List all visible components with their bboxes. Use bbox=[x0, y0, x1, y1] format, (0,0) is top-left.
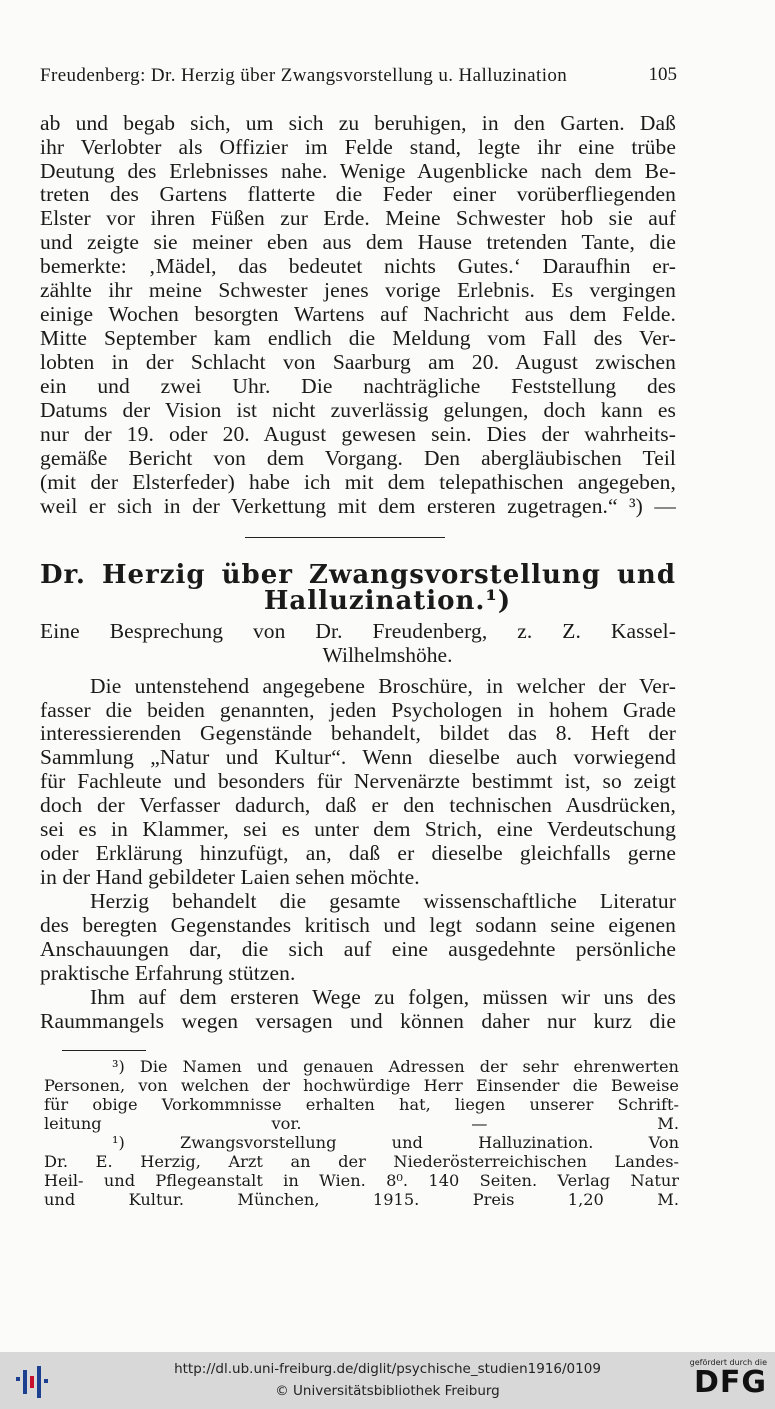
footnote-divider bbox=[62, 1050, 146, 1051]
viewer-footer bbox=[0, 1352, 775, 1409]
body-line: Elster vor ihren Füßen zur Erde. Meine Schwester hob sie auf bbox=[40, 206, 676, 230]
body-line: nur der 19. oder 20. August gewesen sein. Dies der wahrheits- bbox=[40, 422, 676, 446]
body-line: ein und zwei Uhr. Die nachträgliche Feststellung des bbox=[40, 374, 676, 398]
running-title: Freudenberg: Dr. Herzig über Zwangsvorstellung u. Halluzination bbox=[40, 65, 568, 86]
footnote-line: und Kultur. München, 1915. Preis 1,20 M. bbox=[44, 1190, 679, 1209]
page-number: 105 bbox=[648, 64, 677, 85]
body-line: gemäße Bericht von dem Vorgang. Den abergläubischen Teil bbox=[40, 446, 676, 470]
body-line: Herzig behandelt die gesamte wissenschaftliche Literatur bbox=[90, 889, 676, 913]
dfg-logo bbox=[685, 1358, 767, 1404]
article-title-continued: Halluzination.¹) bbox=[263, 586, 512, 616]
body-line: oder Erklärung hinzufügt, an, daß er dieselbe gleichfalls gerne bbox=[40, 841, 676, 865]
section-divider bbox=[245, 537, 445, 538]
body-line: doch der Verfasser dadurch, daß er den technischen Ausdrücken, bbox=[40, 793, 676, 817]
body-line: praktische Erfahrung stützen. bbox=[40, 961, 296, 985]
dfg-logo-text: DFG bbox=[693, 1365, 767, 1400]
body-line: interessierenden Gegenstände behandelt, bildet das 8. Heft der bbox=[40, 721, 676, 745]
body-line: fasser die beiden genannten, jeden Psychologen in hohem Grade bbox=[40, 698, 676, 722]
body-line: bemerkte: ‚Mädel, das bedeutet nichts Gutes.‘ Daraufhin er- bbox=[40, 254, 676, 278]
body-line: Mitte September kam endlich die Meldung vom Fall des Ver- bbox=[40, 326, 676, 350]
body-line: ihr Verlobter als Offizier im Felde stand, legte ihr eine trübe bbox=[40, 135, 676, 159]
permalink-url[interactable]: http://dl.ub.uni-freiburg.de/diglit/psychische_studien1916/0109 bbox=[174, 1361, 601, 1377]
body-line: ab und begab sich, um sich zu beruhigen, in den Garten. Daß bbox=[40, 111, 676, 135]
body-line: lobten in der Schlacht von Saarburg am 20. August zwischen bbox=[40, 350, 676, 374]
body-line: Sammlung „Natur und Kultur“. Wenn dieselbe auch vorwiegend bbox=[40, 745, 676, 769]
body-line: des beregten Gegenstandes kritisch und legt sodann seine eigenen bbox=[40, 913, 676, 937]
body-line: treten des Gartens flatterte die Feder einer vorüberfliegenden bbox=[40, 182, 676, 206]
footnote-line: Heil- und Pflegeanstalt in Wien. 8⁰. 140 Seiten. Verlag Natur bbox=[44, 1171, 679, 1190]
sponsor-caption: gefördert durch die bbox=[689, 1358, 767, 1367]
body-line: und zeigte sie meiner eben aus dem Hause tretenden Tante, die bbox=[40, 230, 676, 254]
body-line: Die untenstehend angegebene Broschüre, in welcher der Ver- bbox=[90, 674, 676, 698]
body-line: Datums der Vision ist nicht zuverlässig gelungen, doch kann es bbox=[40, 398, 676, 422]
article-byline-continued: Wilhelmshöhe. bbox=[322, 643, 453, 667]
footnote-line: ³) Die Namen und genauen Adressen der sehr ehrenwerten bbox=[112, 1057, 679, 1076]
footnote-line: leitung vor. — M. bbox=[44, 1114, 679, 1133]
footnote-line: Dr. E. Herzig, Arzt an der Niederösterreichischen Landes- bbox=[44, 1152, 679, 1171]
body-line: sei es in Klammer, sei es unter dem Strich, eine Verdeutschung bbox=[40, 817, 676, 841]
body-line: Raummangels wegen versagen und können daher nur kurz die bbox=[40, 1009, 676, 1033]
body-line: in der Hand gebildeter Laien sehen möchte. bbox=[40, 865, 420, 889]
footnote-line: für obige Vorkommnisse erhalten hat, liegen unserer Schrift- bbox=[44, 1095, 679, 1114]
body-line: zählte ihr meine Schwester jenes vorige Erlebnis. Es vergingen bbox=[40, 278, 676, 302]
footnote-line: Personen, von welchen der hochwürdige Herr Einsender die Beweise bbox=[44, 1076, 679, 1095]
body-line: weil er sich in der Verkettung mit dem ersteren zugetragen.“ ³) — bbox=[40, 494, 676, 518]
body-line: (mit der Elsterfeder) habe ich mit dem telepathischen angegeben, bbox=[40, 470, 676, 494]
article-title: Dr. Herzig über Zwangsvorstellung und bbox=[40, 560, 676, 590]
body-line: Anschauungen dar, die sich auf eine ausgedehnte persönliche bbox=[40, 937, 676, 961]
body-line: einige Wochen besorgten Wartens auf Nachricht aus dem Felde. bbox=[40, 302, 676, 326]
copyright-text: © Universitätsbibliothek Freiburg bbox=[275, 1383, 500, 1399]
body-line: für Fachleute und besonders für Nervenärzte bestimmt ist, so zeigt bbox=[40, 769, 676, 793]
article-byline: Eine Besprechung von Dr. Freudenberg, z. Z. Kassel- bbox=[40, 619, 676, 643]
body-line: Deutung des Erlebnisses nahe. Wenige Augenblicke nach dem Be- bbox=[40, 159, 676, 183]
footnote-line: ¹) Zwangsvorstellung und Halluzination. Von bbox=[112, 1133, 679, 1152]
body-line: Ihm auf dem ersteren Wege zu folgen, müssen wir uns des bbox=[90, 985, 676, 1009]
